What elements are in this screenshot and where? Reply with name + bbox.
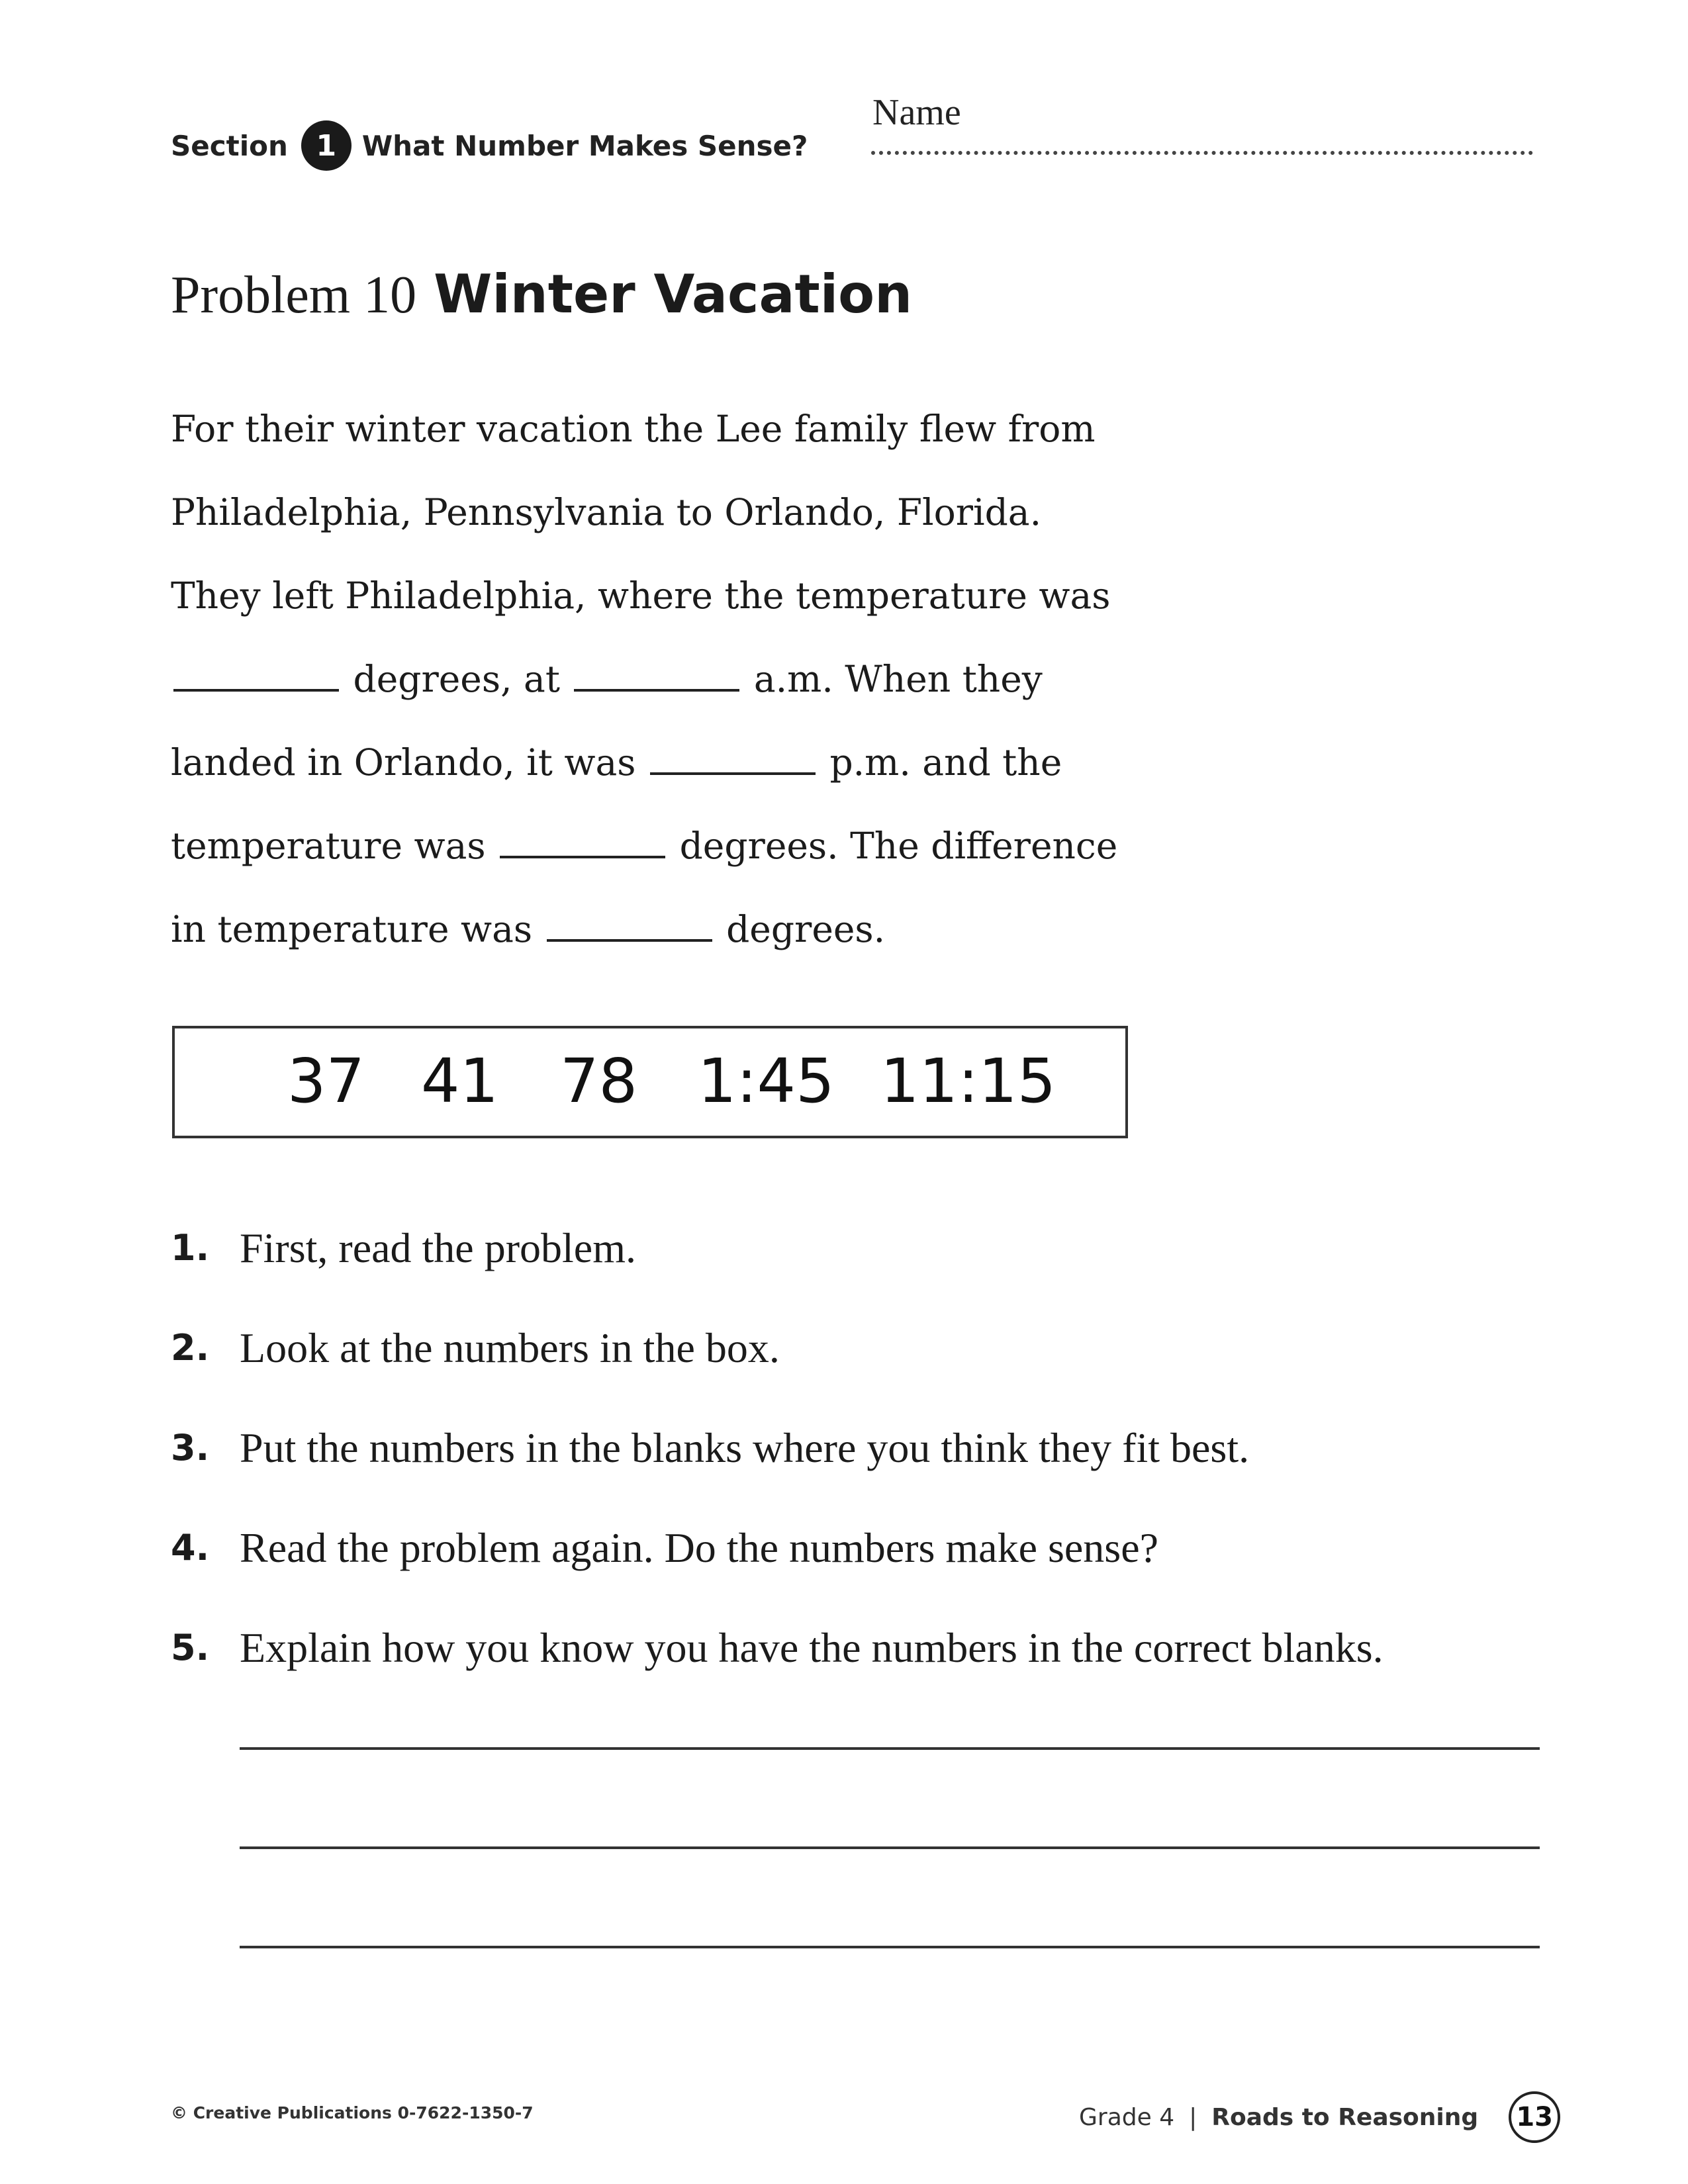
section-number-badge: 1	[301, 120, 352, 171]
copyright-notice: © Creative Publications 0-7622-1350-7	[171, 2103, 534, 2122]
story-line-4	[171, 653, 1117, 736]
answer-line[interactable]	[240, 1946, 1540, 1948]
step-number: 1.	[171, 1227, 210, 1269]
box-number: 78	[560, 1046, 638, 1116]
answer-line[interactable]	[240, 1846, 1540, 1849]
blank-philadelphia-temperature[interactable]	[173, 686, 339, 692]
number-box	[172, 1026, 1128, 1138]
story-line-1: For their winter vacation the Lee family flew from	[171, 408, 1096, 450]
step-number: 2.	[171, 1327, 210, 1369]
story-text: in temperature was	[171, 908, 533, 950]
problem-name: Winter Vacation	[434, 263, 913, 325]
footer-separator: |	[1189, 2103, 1197, 2131]
story-text: temperature was	[171, 825, 486, 867]
section-title: What Number Makes Sense?	[361, 129, 808, 162]
instruction-list	[171, 1218, 1383, 1717]
story-text: degrees.	[726, 908, 886, 950]
box-number: 37	[287, 1046, 365, 1116]
step-number: 4.	[171, 1527, 210, 1569]
step-text: First, read the problem.	[240, 1224, 636, 1271]
story-text: landed in Orlando, it was	[171, 741, 636, 784]
blank-arrival-time[interactable]	[650, 770, 816, 775]
blank-departure-time[interactable]	[574, 686, 739, 692]
step-text: Put the numbers in the blanks where you think they fit best.	[240, 1424, 1250, 1471]
story-text: a.m. When they	[753, 658, 1043, 700]
problem-story	[171, 402, 1117, 986]
list-item	[171, 1318, 1383, 1418]
name-label: Name	[872, 92, 961, 133]
answer-line[interactable]	[240, 1747, 1540, 1750]
list-item	[171, 1418, 1383, 1518]
step-text: Read the problem again. Do the numbers make sense?	[240, 1524, 1158, 1571]
box-number: 41	[421, 1046, 499, 1116]
story-line-6	[171, 819, 1117, 903]
step-number: 5.	[171, 1627, 210, 1668]
box-number: 11:15	[880, 1046, 1056, 1116]
step-number: 3.	[171, 1427, 210, 1469]
section-label: Section	[171, 129, 288, 162]
section-header	[171, 120, 808, 171]
story-text: degrees, at	[353, 658, 560, 700]
story-line-5	[171, 736, 1117, 819]
name-field-line[interactable]	[871, 151, 1533, 155]
blank-temperature-difference[interactable]	[547, 936, 712, 942]
story-text: degrees. The difference	[679, 825, 1118, 867]
story-line-7	[171, 903, 1117, 986]
list-item	[171, 1218, 1383, 1318]
story-text: p.m. and the	[829, 741, 1062, 784]
book-title: Roads to Reasoning	[1211, 2103, 1479, 2131]
step-text: Explain how you know you have the numbers in the correct blanks.	[240, 1624, 1383, 1671]
list-item	[171, 1518, 1383, 1617]
list-item	[171, 1617, 1383, 1717]
problem-number: Problem 10	[171, 266, 417, 324]
page-footer	[1079, 2091, 1560, 2143]
blank-orlando-temperature[interactable]	[500, 853, 665, 858]
step-text: Look at the numbers in the box.	[240, 1324, 780, 1371]
page-number-badge: 13	[1509, 2091, 1560, 2143]
page-title	[171, 263, 912, 326]
story-line-2: Philadelphia, Pennsylvania to Orlando, Florida.	[171, 491, 1042, 533]
grade-label: Grade 4	[1079, 2103, 1175, 2131]
box-number: 1:45	[698, 1046, 835, 1116]
story-line-3: They left Philadelphia, where the temperature was	[171, 574, 1111, 617]
